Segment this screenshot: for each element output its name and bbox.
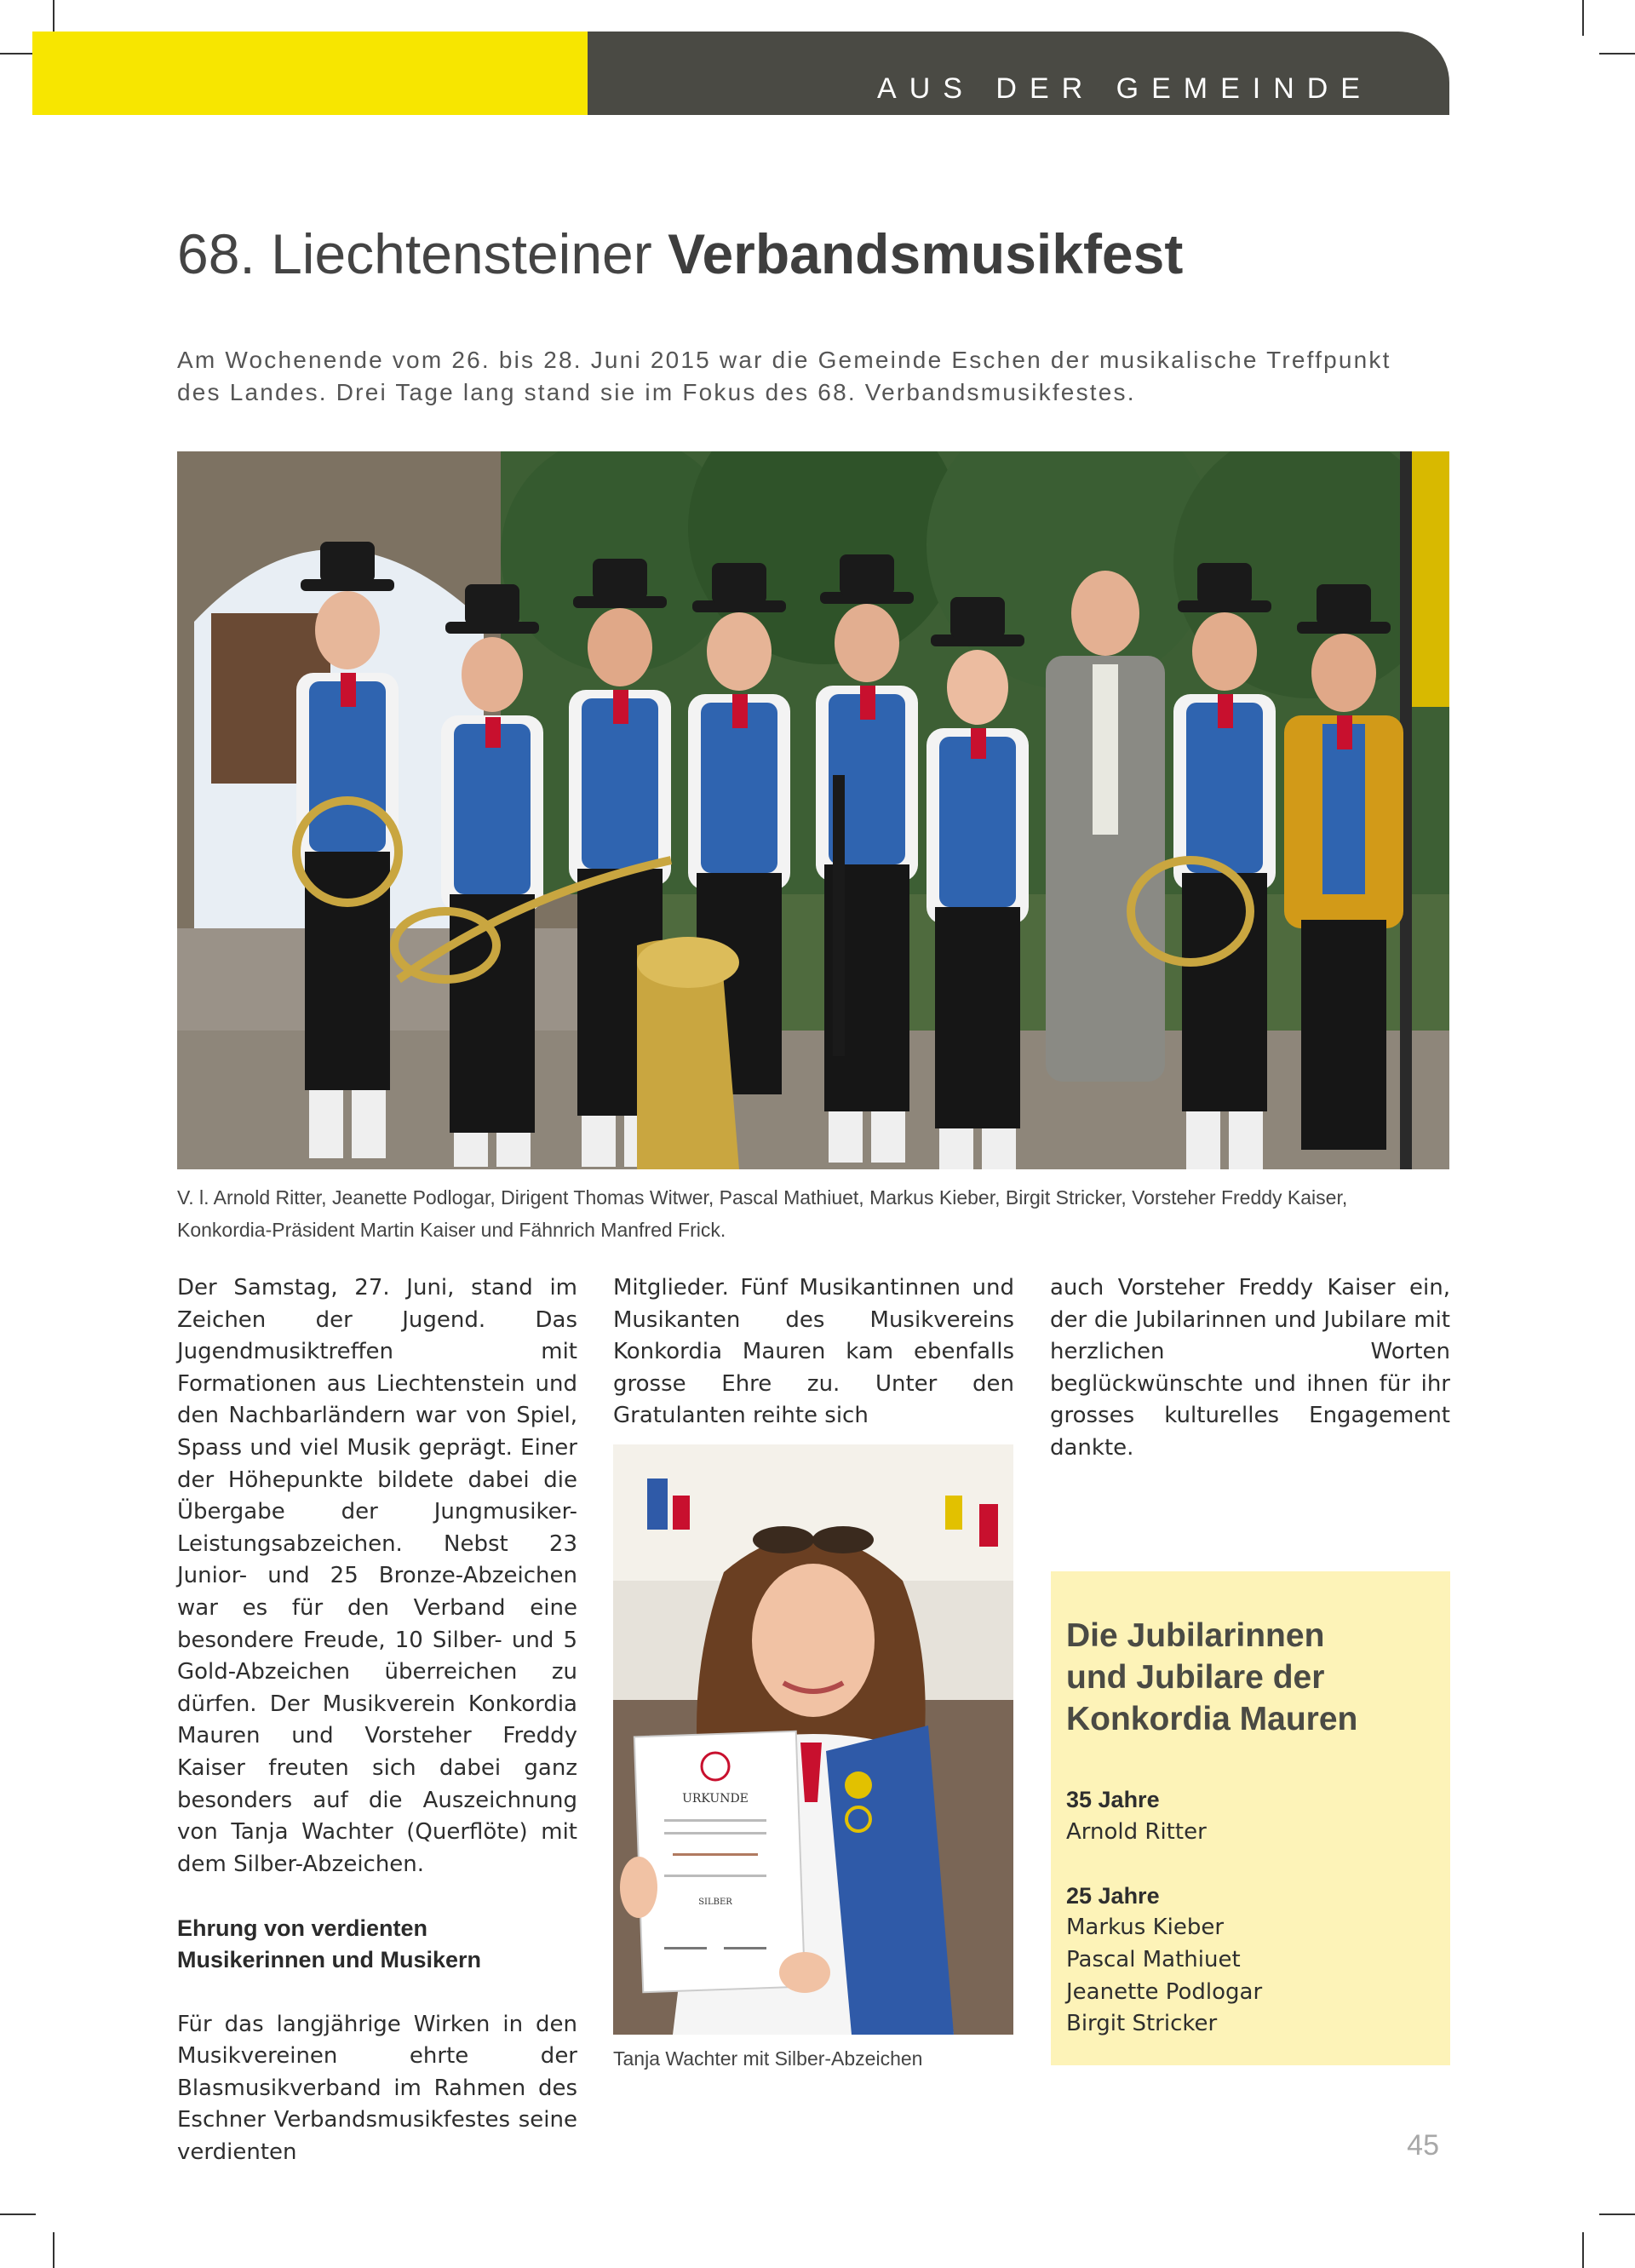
award-photo-caption: Tanja Wachter mit Silber-Abzeichen [613, 2047, 923, 2070]
title-bold: Verbandsmusikfest [668, 222, 1184, 285]
jubilee-group [1066, 1880, 1441, 2041]
header-accent-bar [32, 32, 588, 115]
article-lead [177, 344, 1472, 409]
box-title-line: Die Jubilarinnen [1066, 1617, 1325, 1654]
section-header-bar [588, 32, 1449, 115]
jubilee-years: 25 Jahre [1066, 1882, 1160, 1909]
caption-line: Konkordia-Präsident Martin Kaiser und Fähnrich Manfred Frick. [177, 1219, 726, 1241]
jubilee-name: Jeanette Podlogar [1066, 1978, 1263, 2005]
caption-line: V. l. Arnold Ritter, Jeanette Podlogar, Dirigent Thomas Witwer, Pascal Mathiuet, Markus Kieber, Birgit Stricker, Vorsteher Freddy Kaiser, [177, 1186, 1348, 1209]
jubilee-years: 35 Jahre [1066, 1787, 1160, 1812]
group-photo-illustration [177, 451, 1449, 1169]
crop-mark [1599, 2213, 1635, 2215]
crop-mark [0, 2213, 36, 2215]
jubilee-box-title [1066, 1615, 1441, 1740]
paragraph: Der Samstag, 27. Juni, stand im Zeichen der Jugend. Das Jugendmusiktreffen mit Formationen aus Liechtenstein und den Nachbarländern war von Spiel, Spass und viel Musik geprägt. Einer der Höhepunkte bildete dabei die Übergabe der Jungmusiker-Leistungsabzeichen. Nebst 23 Junior- und 25 Bronze-Abzeichen war es für den Verband eine besondere Freude, 10 Silber- und 5 Gold-Abzeichen überreichen zu dürfen. Der Musikverein Konkordia Mauren und Vorsteher Freddy Kaiser freuten sich dabei ganz besonders auf die Auszeichnung von Tanja Wachter (Querflöte) mit dem Silber-Abzeichen. [177, 1275, 577, 1877]
award-photo [613, 1444, 1013, 2035]
box-title-line: und Jubilare der [1066, 1659, 1325, 1696]
article-title [177, 220, 1454, 288]
certificate-award: SILBER [698, 1898, 732, 1907]
jubilee-list [1066, 1784, 1441, 2072]
jubilee-name: Markus Kieber [1066, 1915, 1225, 1941]
title-light: 68. Liechtensteiner [177, 222, 668, 285]
jubilee-group [1066, 1784, 1441, 1848]
section-subheading [177, 1913, 577, 1977]
group-photo [177, 451, 1449, 1169]
box-title-line: Konkordia Mauren [1066, 1701, 1358, 1737]
text-column-3 [1050, 1272, 1450, 1465]
group-photo-caption [177, 1181, 1454, 1246]
text-column-2 [613, 1272, 1014, 1433]
crop-mark [1582, 0, 1584, 36]
lead-line: des Landes. Drei Tage lang stand sie im Fokus des 68. Verbandsmusikfestes. [177, 379, 1136, 405]
jubilee-name: Arnold Ritter [1066, 1818, 1207, 1845]
crop-mark [1599, 53, 1635, 55]
crop-mark [1582, 2232, 1584, 2268]
jubilee-name: Birgit Stricker [1066, 2011, 1218, 2037]
subheading-line: Musikerinnen und Musikern [177, 1947, 482, 1973]
certificate [634, 1731, 805, 1992]
lead-line: Am Wochenende vom 26. bis 28. Juni 2015 war die Gemeinde Eschen der musikalische Treffpunkt [177, 347, 1391, 373]
subheading-line: Ehrung von verdienten [177, 1915, 428, 1941]
paragraph: Für das langjährige Wirken in den Musikvereinen ehrte der Blasmusikverband im Rahmen des Eschner Verbandsmusikfestes seine verdienten [177, 2011, 577, 2166]
section-label: AUS DER GEMEINDE [877, 72, 1373, 105]
certificate-heading: URKUNDE [682, 1792, 749, 1806]
jubilee-name: Pascal Mathiuet [1066, 1946, 1241, 1972]
award-photo-illustration [613, 1444, 1013, 2035]
crop-mark [0, 53, 36, 55]
paragraph: auch Vorsteher Freddy Kaiser ein, der die Jubilarinnen und Jubilare mit herzlichen Worten beglückwünschte und ihnen für ihr grosses kulturelles Engagement dankte. [1050, 1275, 1450, 1461]
crop-mark [53, 0, 54, 36]
paragraph: Mitglieder. Fünf Musikantinnen und Musikanten des Musikvereins Konkordia Mauren kam ebenfalls grosse Ehre zu. Unter den Gratulanten reihte sich [613, 1275, 1014, 1429]
page-number: 45 [1407, 2129, 1439, 2162]
text-column-1 [177, 1272, 577, 2169]
crop-mark [53, 2232, 54, 2268]
